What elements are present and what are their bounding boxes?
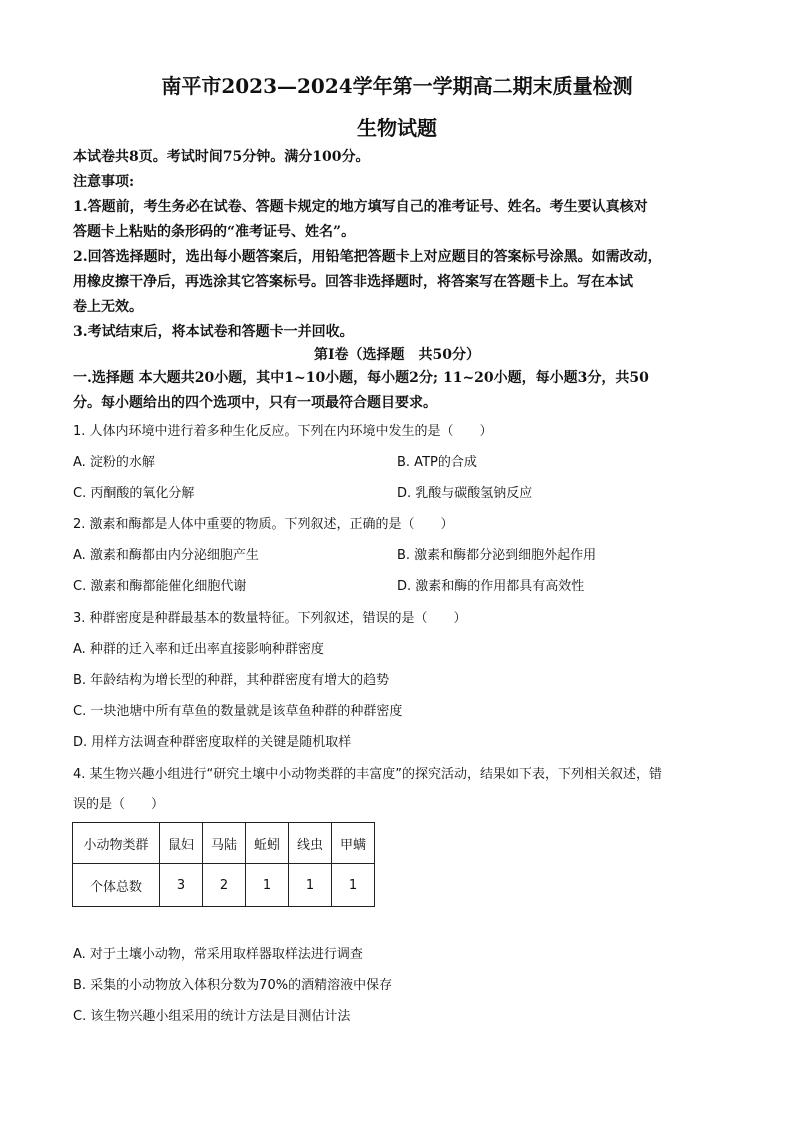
question-1-option-b: B. ATP的合成 <box>397 455 477 470</box>
question-4-option-c: C. 该生物兴趣小组采用的统计方法是目测估计法 <box>73 1009 351 1024</box>
question-3-stem: 3. 种群密度是种群最基本的数量特征。下列叙述，错误的是（ ） <box>73 611 467 626</box>
exam-title: 南平市2023—2024学年第一学期高二期末质量检测 <box>161 74 633 98</box>
question-4-option-b: B. 采集的小动物放入体积分数为70%的酒精溶液中保存 <box>73 978 393 993</box>
table-cell: 1 <box>246 864 289 907</box>
table-cell: 1 <box>289 864 332 907</box>
question-1-option-c: C. 丙酮酸的氧化分解 <box>73 486 195 501</box>
note-2-line-3: 卷上无效。 <box>73 299 143 315</box>
question-4-stem-line-2: 误的是（ ） <box>73 797 165 812</box>
table-header-cell: 鼠妇 <box>160 823 203 864</box>
question-2-option-b: B. 激素和酶都分泌到细胞外起作用 <box>397 548 597 563</box>
note-3: 3.考试结束后，将本试卷和答题卡一并回收。 <box>73 324 354 340</box>
question-4-stem-line-1: 4. 某生物兴趣小组进行“研究土壤中小动物类群的丰富度”的探究活动，结果如下表，下列相关叙述，错 <box>73 767 663 782</box>
question-2-option-d: D. 激素和酶的作用都具有高效性 <box>397 579 585 594</box>
section-desc-line-2: 分。每小题给出的四个选项中，只有一项最符合题目要求。 <box>73 395 437 411</box>
table-cell: 3 <box>160 864 203 907</box>
question-4-option-a: A. 对于土壤小动物，常采用取样器取样法进行调查 <box>73 947 363 962</box>
table-cell: 1 <box>332 864 375 907</box>
question-3-option-a: A. 种群的迁入率和迁出率直接影响种群密度 <box>73 642 324 657</box>
exam-summary: 本试卷共8页。考试时间75分钟。满分100分。 <box>73 149 370 165</box>
table-header-cell: 线虫 <box>289 823 332 864</box>
table-header-cell: 小动物类群 <box>73 823 160 864</box>
question-2-option-a: A. 激素和酶都由内分泌细胞产生 <box>73 548 259 563</box>
table-cell: 2 <box>203 864 246 907</box>
question-3-option-d: D. 用样方法调查种群密度取样的关键是随机取样 <box>73 735 352 750</box>
question-1-stem: 1. 人体内环境中进行着多种生化反应。下列在内环境中发生的是（ ） <box>73 424 493 439</box>
note-2-line-1: 2.回答选择题时，选出每小题答案后，用铅笔把答题卡上对应题目的答案标号涂黑。如需改动， <box>73 249 662 265</box>
question-2-option-c: C. 激素和酶都能催化细胞代谢 <box>73 579 247 594</box>
question-1-option-d: D. 乳酸与碳酸氢钠反应 <box>397 486 533 501</box>
section-desc-line-1: 一.选择题 本大题共20小题，其中1~10小题，每小题2分; 11~20小题，每小题3分，共50 <box>73 370 649 386</box>
question-3-option-b: B. 年龄结构为增长型的种群，其种群密度有增大的趋势 <box>73 673 390 688</box>
section-heading: 第Ⅰ卷（选择题 共50分） <box>313 347 481 363</box>
note-1-line-1: 1.答题前，考生务必在试卷、答题卡规定的地方填写自己的准考证号、姓名。考生要认真核对 <box>73 199 648 215</box>
question-2-stem: 2. 激素和酶都是人体中重要的物质。下列叙述，正确的是（ ） <box>73 517 454 532</box>
question-4-table <box>72 822 375 907</box>
table-row <box>73 864 375 907</box>
table-header-cell: 蚯蚓 <box>246 823 289 864</box>
exam-subtitle: 生物试题 <box>357 116 437 140</box>
table-header-row <box>73 823 375 864</box>
note-1-line-2: 答题卡上粘贴的条形码的“准考证号、姓名”。 <box>73 224 356 240</box>
table-header-cell: 马陆 <box>203 823 246 864</box>
question-1-option-a: A. 淀粉的水解 <box>73 455 155 470</box>
note-2-line-2: 用橡皮擦干净后，再选涂其它答案标号。回答非选择题时，将答案写在答题卡上。写在本试 <box>73 274 633 290</box>
table-cell: 个体总数 <box>73 864 160 907</box>
table-header-cell: 甲螨 <box>332 823 375 864</box>
question-3-option-c: C. 一块池塘中所有草鱼的数量就是该草鱼种群的种群密度 <box>73 704 403 719</box>
notes-heading: 注意事项: <box>73 174 135 190</box>
